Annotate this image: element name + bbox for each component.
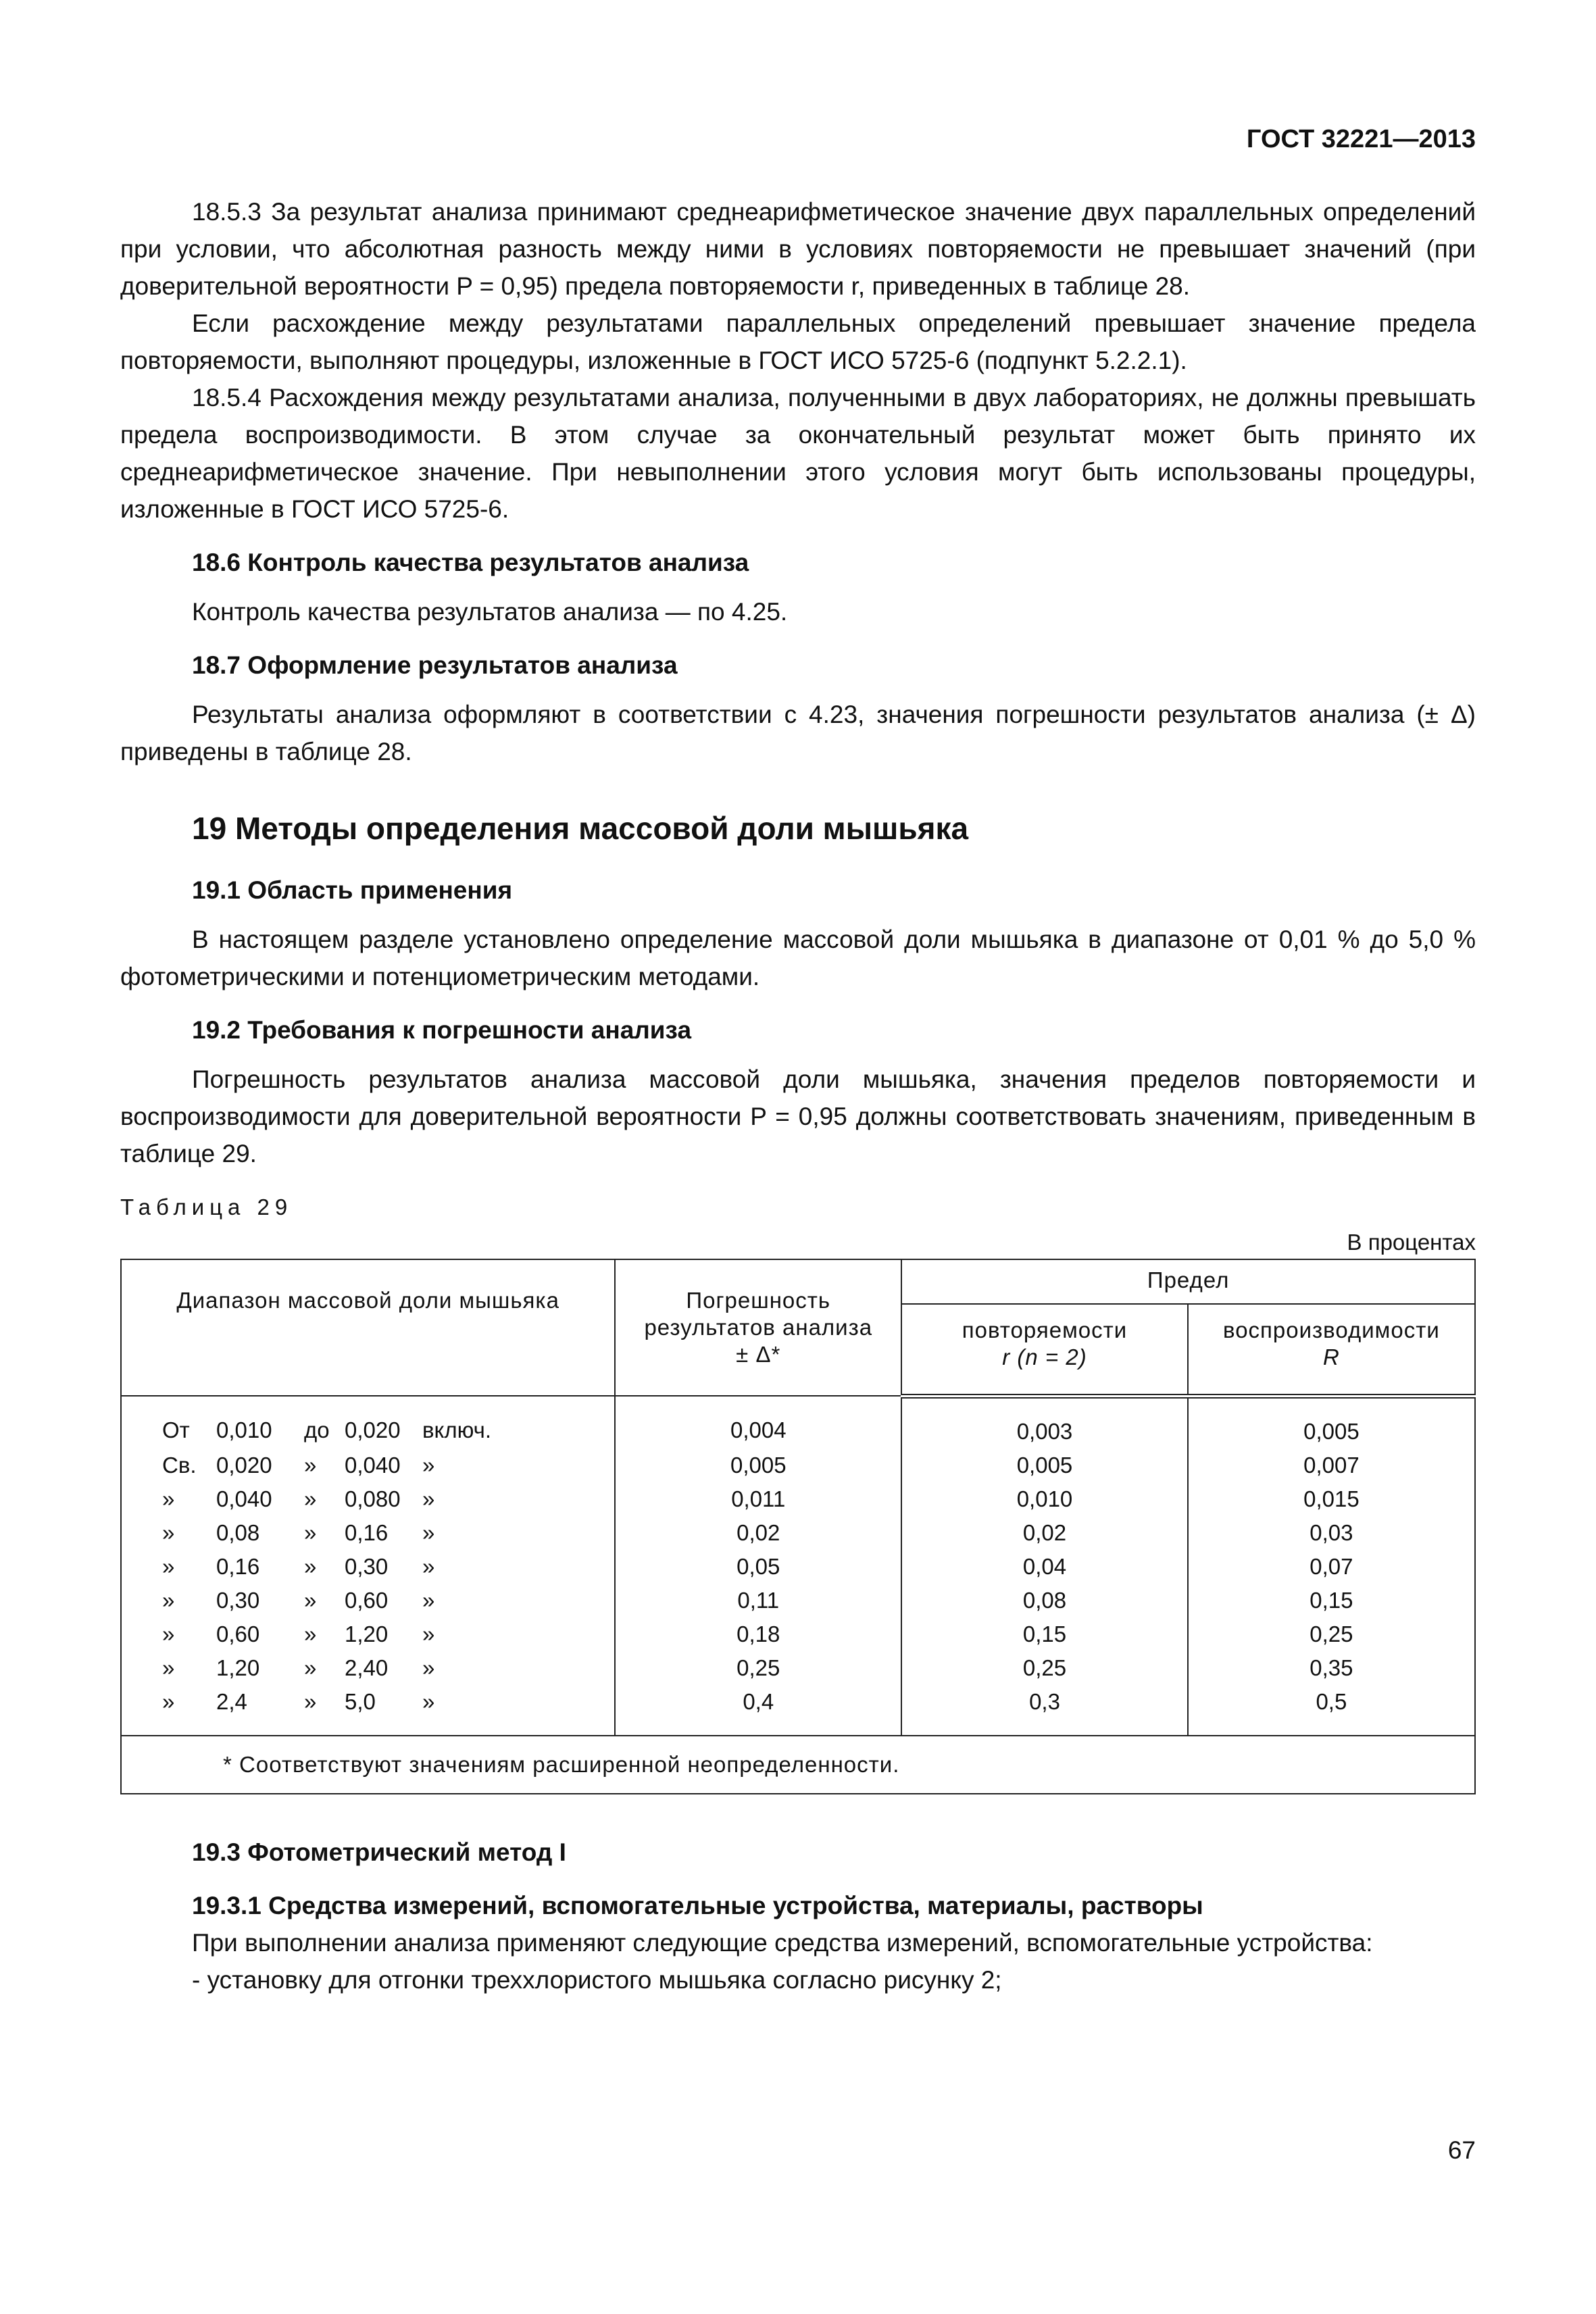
range-cell: » 0,30 » 0,60 » <box>121 1584 615 1617</box>
paragraph-18-5-3: 18.5.3 За результат анализа принимают среднеарифметическое значение двух параллельных определений при условии, что абсолютная разность между ними в условиях повторяемости не превышает значений (при доверительной вероятности P = 0,95) предела повторяемости r, приведенных в таблице 28. <box>120 198 1476 300</box>
repeatability-cell: 0,3 <box>901 1685 1188 1736</box>
paragraph-19-3-1: При выполнении анализа применяют следующие средства измерений, вспомогательные устройства: <box>192 1928 1373 1957</box>
error-cell: 0,11 <box>615 1584 901 1617</box>
error-cell: 0,18 <box>615 1617 901 1651</box>
error-cell: 0,011 <box>615 1482 901 1516</box>
paragraph-repeatability: Если расхождение между результатами параллельных определений превышает значение предела повторяемости, выполняют процедуры, изложенные в ГОСТ ИСО 5725-6 (подпункт 5.2.2.1). <box>120 309 1476 374</box>
list-item-installation: - установку для отгонки треххлористого мышьяка согласно рисунку 2; <box>192 1965 1002 1994</box>
repeatability-cell: 0,08 <box>901 1584 1188 1617</box>
document-body <box>120 193 1476 1998</box>
range-cell: Св. 0,020 » 0,040 » <box>121 1449 615 1482</box>
error-cell: 0,05 <box>615 1550 901 1584</box>
error-cell: 0,4 <box>615 1685 901 1736</box>
heading-19-2: 19.2 Требования к погрешности анализа <box>192 1016 692 1044</box>
heading-19-3-1: 19.3.1 Средства измерений, вспомогательные устройства, материалы, растворы <box>192 1891 1203 1919</box>
table-row <box>121 1685 1475 1736</box>
paragraph-18-5-4: 18.5.4 Расхождения между результатами анализа, полученными в двух лабораториях, не должны превышать предела воспроизводимости. В этом случае за окончательный результат может быть принято их среднеарифметическое значение. При невыполнении этого условия могут быть использованы процедуры, изложенные в ГОСТ ИСО 5725-6. <box>120 384 1476 523</box>
reproducibility-cell: 0,15 <box>1188 1584 1475 1617</box>
error-cell: 0,005 <box>615 1449 901 1482</box>
reproducibility-cell: 0,25 <box>1188 1617 1475 1651</box>
error-cell: 0,004 <box>615 1396 901 1449</box>
header-error: Погрешность результатов анализа ± Δ* <box>615 1259 901 1396</box>
table-row <box>121 1449 1475 1482</box>
table-row <box>121 1617 1475 1651</box>
repeatability-cell: 0,25 <box>901 1651 1188 1685</box>
table-row <box>121 1584 1475 1617</box>
error-cell: 0,02 <box>615 1516 901 1550</box>
repeatability-cell: 0,02 <box>901 1516 1188 1550</box>
table-row <box>121 1396 1475 1449</box>
table-row <box>121 1516 1475 1550</box>
heading-19-3: 19.3 Фотометрический метод I <box>192 1838 566 1866</box>
document-header: ГОСТ 32221—2013 <box>1246 125 1476 153</box>
reproducibility-cell: 0,03 <box>1188 1516 1475 1550</box>
range-cell: » 0,08 » 0,16 » <box>121 1516 615 1550</box>
reproducibility-cell: 0,5 <box>1188 1685 1475 1736</box>
table-unit: В процентах <box>1347 1230 1476 1255</box>
heading-19-1: 19.1 Область применения <box>192 876 513 904</box>
reproducibility-cell: 0,07 <box>1188 1550 1475 1584</box>
reproducibility-cell: 0,35 <box>1188 1651 1475 1685</box>
repeatability-cell: 0,005 <box>901 1449 1188 1482</box>
reproducibility-cell: 0,015 <box>1188 1482 1475 1516</box>
header-repeatability: повторяемости r (n = 2) <box>901 1304 1188 1396</box>
range-cell: » 0,16 » 0,30 » <box>121 1550 615 1584</box>
repeatability-cell: 0,04 <box>901 1550 1188 1584</box>
paragraph-18-7: Результаты анализа оформляют в соответствии с 4.23, значения погрешности результатов анализа (± Δ) приведены в таблице 28. <box>120 701 1476 765</box>
repeatability-cell: 0,15 <box>901 1617 1188 1651</box>
table-footnote: * Соответствуют значениям расширенной неопределенности. <box>121 1736 1475 1794</box>
paragraph-19-1: В настоящем разделе установлено определение массовой доли мышьяка в диапазоне от 0,01 % до 5,0 % фотометрическими и потенциометрическим методами. <box>120 926 1476 990</box>
range-cell: » 0,040 » 0,080 » <box>121 1482 615 1516</box>
heading-18-7: 18.7 Оформление результатов анализа <box>192 651 678 679</box>
table-caption: Таблица 29 <box>120 1194 293 1219</box>
range-cell: От 0,010 до 0,020 включ. <box>121 1396 615 1449</box>
table-29 <box>120 1259 1476 1794</box>
paragraph-19-2: Погрешность результатов анализа массовой доли мышьяка, значения пределов повторяемости и воспроизводимости для доверительной вероятности P = 0,95 должны соответствовать значениям, приведенным в таблице 29. <box>120 1065 1476 1167</box>
repeatability-cell: 0,010 <box>901 1482 1188 1516</box>
header-range: Диапазон массовой доли мышьяка <box>121 1259 615 1396</box>
heading-section-19: 19 Методы определения массовой доли мышьяка <box>192 811 969 846</box>
page-number: 67 <box>1447 2136 1476 2164</box>
heading-18-6: 18.6 Контроль качества результатов анализа <box>192 549 749 576</box>
range-cell: » 2,4 » 5,0 » <box>121 1685 615 1736</box>
reproducibility-cell: 0,005 <box>1188 1396 1475 1449</box>
table-row <box>121 1651 1475 1685</box>
range-cell: » 0,60 » 1,20 » <box>121 1617 615 1651</box>
table-row <box>121 1482 1475 1516</box>
header-limit: Предел <box>901 1259 1475 1304</box>
header-reproducibility: воспроизводимости R <box>1188 1304 1475 1396</box>
paragraph-18-6: Контроль качества результатов анализа — по 4.25. <box>192 598 788 626</box>
repeatability-cell: 0,003 <box>901 1396 1188 1449</box>
reproducibility-cell: 0,007 <box>1188 1449 1475 1482</box>
table-row <box>121 1550 1475 1584</box>
range-cell: » 1,20 » 2,40 » <box>121 1651 615 1685</box>
error-cell: 0,25 <box>615 1651 901 1685</box>
